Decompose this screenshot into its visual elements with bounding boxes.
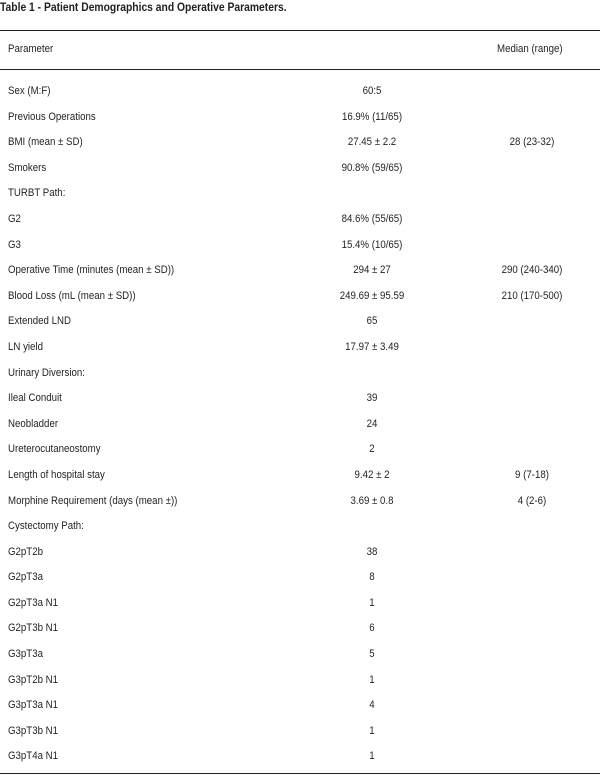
cell-parameter: G3pT3a [8,648,43,661]
table-row [0,464,600,490]
cell-value: 1 [369,750,375,763]
cell-median-range: 9 (7-18) [515,468,549,481]
cell-parameter: G3pT4a N1 [8,750,59,763]
cell-parameter: Sex (M:F) [8,85,51,97]
cell-value: 6 [369,622,375,635]
table-row [0,643,600,669]
table-header-rule [0,69,600,70]
cell-median-range: 4 (2-6) [517,494,547,507]
table-row [0,285,600,311]
cell-parameter: Morphine Requirement (days (mean ±)) [8,494,178,507]
cell-parameter: Neobladder [8,417,59,430]
cell-value: 39 [366,392,378,405]
table-row [0,617,600,643]
cell-median-range: 210 (170-500) [501,289,563,302]
cell-parameter: G2 [8,212,21,225]
cell-value: 249.69 ± 95.59 [339,289,405,302]
cell-value: 38 [366,545,378,558]
header-median-range: Median (range) [497,43,563,55]
cell-parameter: G2pT3a N1 [8,596,59,609]
table-row [0,694,600,720]
cell-value: 17.97 ± 3.49 [345,340,399,353]
table-row [0,234,600,260]
cell-value: 24 [366,417,378,430]
cell-parameter: G2pT3a [8,571,43,584]
table-row [0,592,600,618]
table-row [0,745,600,771]
cell-median-range: 28 (23-32) [509,136,555,149]
cell-value: 16.9% (11/65) [341,110,403,123]
table-bottom-rule [0,773,600,774]
cell-parameter: G3pT2b N1 [8,673,59,686]
table-row [0,490,600,516]
table-row [0,131,600,157]
table-row [0,387,600,413]
table-row [0,669,600,695]
table-row [0,720,600,746]
table-body [0,80,600,771]
cell-parameter: Ileal Conduit [8,392,62,405]
table-row [0,182,600,208]
cell-parameter: Length of hospital stay [8,468,105,481]
cell-parameter: Extended LND [8,315,71,328]
cell-parameter: Urinary Diversion: [8,366,85,379]
table-row [0,413,600,439]
cell-parameter: Operative Time (minutes (mean ± SD)) [8,264,175,277]
cell-parameter: G3 [8,238,21,251]
table-row [0,566,600,592]
cell-value: 4 [369,699,375,712]
cell-parameter: Ureterocutaneostomy [8,443,101,456]
table-row [0,80,600,106]
table-row [0,362,600,388]
cell-value: 9.42 ± 2 [354,468,390,481]
table-row [0,310,600,336]
table-row [0,208,600,234]
cell-median-range: 290 (240-340) [501,264,563,277]
cell-parameter: G3pT3a N1 [8,699,59,712]
header-parameter: Parameter [8,43,54,55]
cell-parameter: Smokers [8,161,47,174]
cell-parameter: BMI (mean ± SD) [8,136,83,149]
table-row [0,515,600,541]
cell-parameter: G2pT3b N1 [8,622,59,635]
cell-value: 294 ± 27 [353,264,391,277]
cell-value: 8 [369,571,375,584]
table-caption: Table 1 - Patient Demographics and Operative Parameters. [0,0,287,14]
cell-parameter: LN yield [8,340,43,353]
cell-parameter: G2pT2b [8,545,43,558]
table-row [0,336,600,362]
table-row [0,259,600,285]
cell-parameter: Cystectomy Path: [8,520,84,533]
table-row [0,157,600,183]
cell-parameter: Previous Operations [8,110,96,123]
cell-value: 15.4% (10/65) [341,238,403,251]
table-row [0,106,600,132]
cell-parameter: Blood Loss (mL (mean ± SD)) [8,289,136,302]
cell-value: 60:5 [362,85,382,97]
cell-value: 65 [366,315,378,328]
cell-value: 84.6% (55/65) [341,212,403,225]
cell-value: 5 [369,648,375,661]
cell-parameter: G3pT3b N1 [8,724,59,737]
cell-value: 90.8% (59/65) [341,161,403,174]
cell-value: 1 [369,673,375,686]
cell-value: 2 [369,443,375,456]
cell-value: 1 [369,596,375,609]
cell-value: 3.69 ± 0.8 [350,494,394,507]
table-row [0,541,600,567]
table-row [0,438,600,464]
cell-value: 1 [369,724,375,737]
table-top-rule [0,30,600,31]
cell-parameter: TURBT Path: [8,187,66,200]
cell-value: 27.45 ± 2.2 [347,136,397,149]
